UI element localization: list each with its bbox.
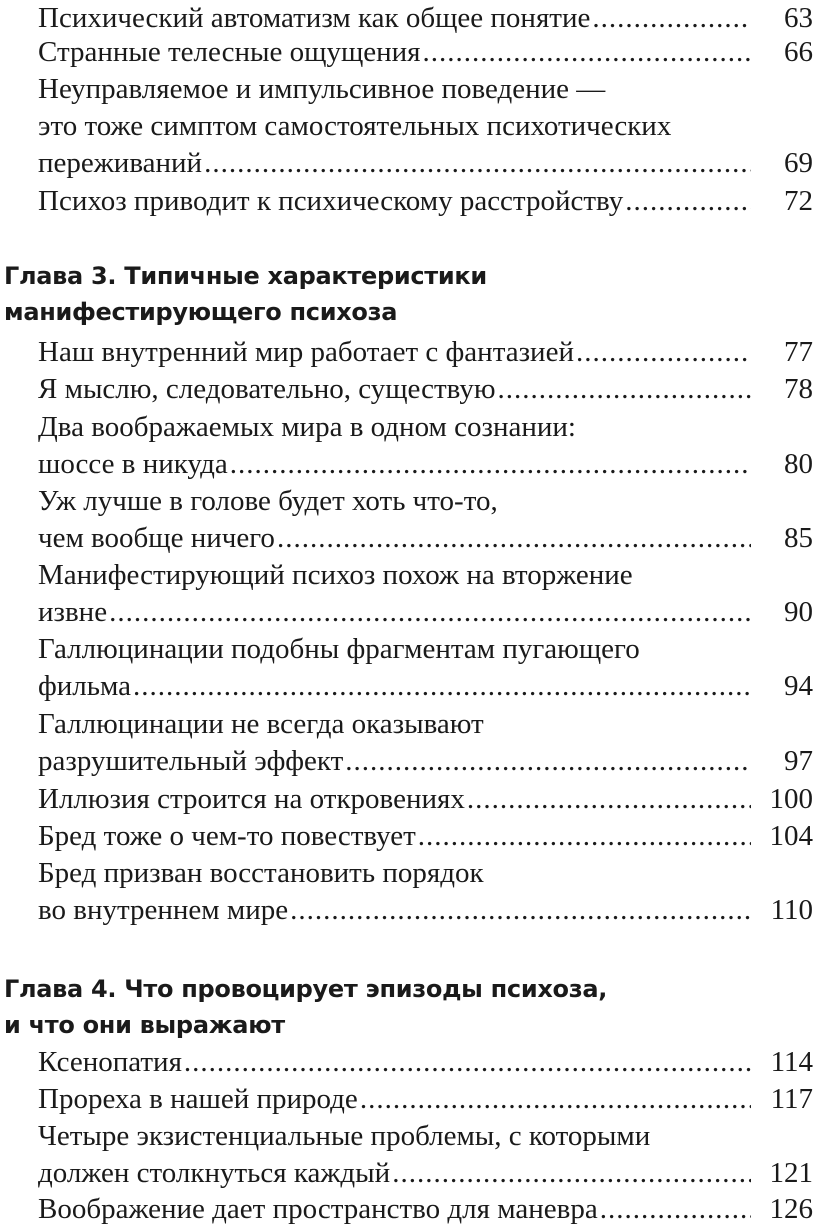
entry-title-line: Галлюцинации не всегда оказывают [38,708,484,740]
entry-title-line: это тоже симптом самостоятельных психотических [38,110,672,142]
toc-entry [38,183,813,220]
page-number: 100 [769,783,813,815]
entry-title-line: чем вообще ничего [38,522,275,554]
page-number: 80 [784,448,813,480]
entry-title: Бред тоже о чем-то повествует [38,820,416,852]
dot-leader [109,594,751,631]
toc-entry [38,0,813,37]
entry-title-line: Четыре экзистенциальные проблемы, с которыми [38,1120,651,1152]
toc-entry [38,855,813,929]
dot-leader [290,892,751,929]
toc-entry [38,71,813,182]
entry-title-line: Манифестирующий психоз похож на вторжение [38,559,633,591]
entry-title-line: Бред призван восстановить порядок [38,857,484,889]
dot-leader [230,446,751,483]
page-number: 90 [784,596,813,628]
entry-title: Психический автоматизм как общее понятие [38,2,591,34]
entry-title-line: извне [38,596,108,628]
page-number: 121 [769,1157,813,1189]
chapter-heading [4,258,784,330]
entry-title-line: Уж лучше в голове будет хоть что-то, [38,485,498,517]
toc-entry [38,1044,813,1081]
entry-title: Психоз приводит к психическому расстройству [38,185,624,217]
entry-title: Странные телесные ощущения [38,36,421,68]
dot-leader [277,520,751,557]
dot-leader [204,145,751,182]
dot-leader [423,34,751,71]
dot-leader [600,1191,751,1228]
chapter-heading [4,971,784,1043]
dot-leader [625,183,751,220]
toc-entry [38,371,813,408]
toc-entry [38,706,813,780]
dot-leader [345,743,751,780]
entry-title: Наш внутренний мир работает с фантазией [38,336,574,368]
page-number: 110 [770,894,813,926]
dot-leader [576,334,751,371]
chapter-title-line: Глава 3. Типичные характеристики [4,262,487,290]
entry-title-line: во внутреннем мире [38,894,289,926]
page-number: 63 [784,2,813,34]
chapter-title-line: манифестирующего психоза [4,298,398,326]
page-number: 117 [770,1083,813,1115]
entry-title: Воображение дает пространство для маневра [38,1193,598,1225]
page-number: 66 [784,36,813,68]
dot-leader [467,781,751,818]
entry-title-line: Два воображаемых мира в одном сознании: [38,411,576,443]
entry-title: Иллюзия строится на откровениях [38,783,465,815]
dot-leader [592,0,751,37]
entry-title-line: Неуправляемое и импульсивное поведение — [38,73,606,105]
dot-leader [498,371,751,408]
chapter-title-line: Глава 4. Что провоцирует эпизоды психоза, [4,975,608,1003]
chapter-title-line: и что они выражают [4,1011,285,1039]
dot-leader [184,1044,751,1081]
page-number: 78 [784,373,813,405]
toc-entry [38,334,813,371]
page-number: 77 [784,336,813,368]
toc-entry [38,818,813,855]
toc-entry [38,409,813,483]
dot-leader [133,668,751,705]
toc-entry [38,631,813,705]
entry-title-line: переживаний [38,147,203,179]
entry-title: Ксенопатия [38,1046,182,1078]
page-number: 114 [770,1046,813,1078]
entry-title: Я мыслю, следовательно, существую [38,373,496,405]
page-number: 97 [784,745,813,777]
dot-leader [360,1081,751,1118]
entry-title-line: Галлюцинации подобны фрагментам пугающего [38,633,640,665]
toc-entry [38,34,813,71]
dot-leader [418,818,751,855]
toc-entry [38,781,813,818]
toc-entry [38,557,813,631]
entry-title: Прореха в нашей природе [38,1083,358,1115]
entry-title-line: разрушительный эффект [38,745,344,777]
entry-title-line: фильма [38,670,132,702]
page-number: 85 [784,522,813,554]
toc-entry [38,1118,813,1192]
page-number: 94 [784,670,813,702]
page-number: 69 [784,147,813,179]
dot-leader [392,1155,751,1192]
toc-entry [38,1081,813,1118]
page-number: 104 [769,820,813,852]
entry-title-line: должен столкнуться каждый [38,1157,391,1189]
entry-title-line: шоссе в никуда [38,448,228,480]
page-number: 126 [769,1193,813,1225]
page-number: 72 [784,185,813,217]
toc-entry [38,1191,813,1228]
toc-entry [38,483,813,557]
